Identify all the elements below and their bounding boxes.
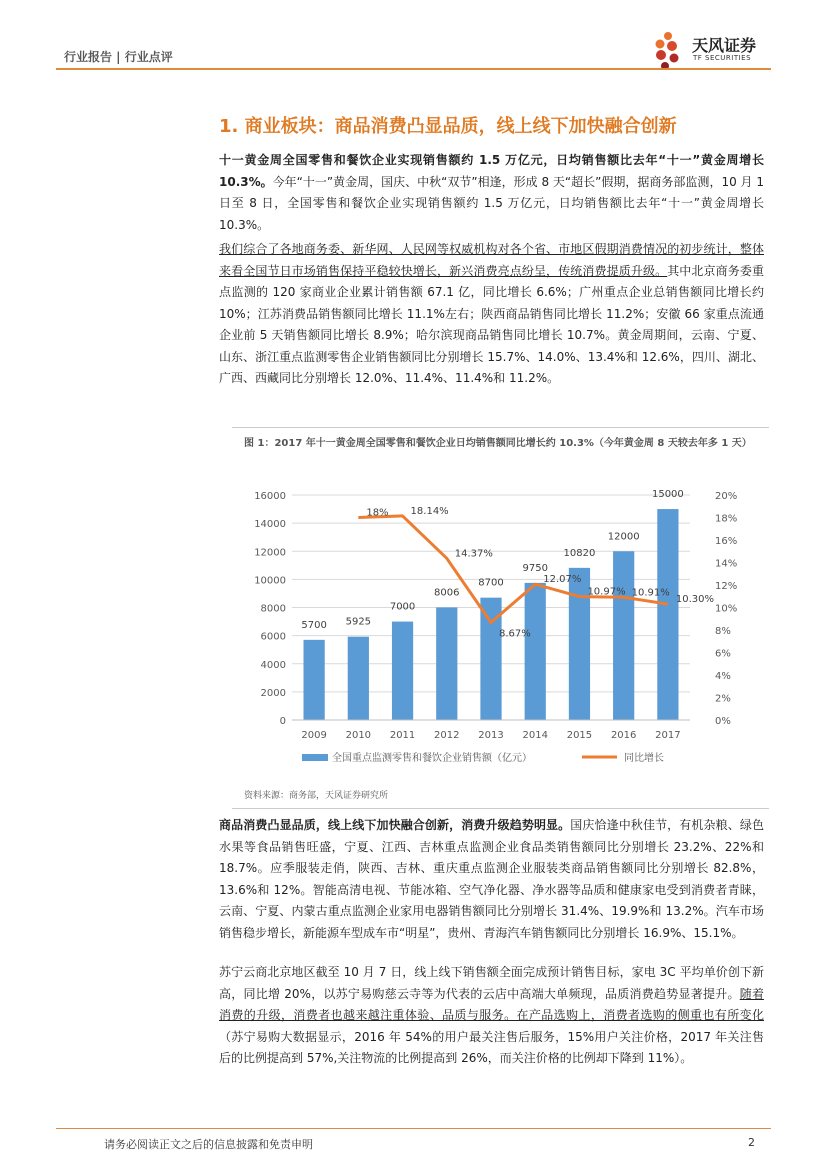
paragraph-1-body: 今年“十一”黄金周，国庆、中秋“双节”相逢，形成 8 天“超长”假期，据商务部监测，10 月 1 日至 8 日，全国零售和餐饮企业实现销售额约 1.5 万亿元，日均销售额比去年“十一”黄金周增长 10.3%。 [219, 174, 764, 232]
logo-dots-icon [652, 30, 690, 72]
y-right-tick-label: 10% [715, 603, 738, 615]
paragraph-2 [219, 239, 764, 390]
bar-data-label: 5700 [301, 619, 327, 631]
paragraph-3-body: 国庆恰逢中秋佳节，有机杂粮、绿色水果等食品销售旺盛，宁夏、江西、吉林重点监测企业食品类销售额同比分别增长 23.2%、22%和 18.7%。应季服装走俏，陕西、吉林、重庆重点监测企业服装类商品销售额同比分别增长 82.8%，13.6%和 12%。智能高清电视、节能冰箱、空气净化器、净水器等品质和健康家电受到消费者青睐，云南、宁夏、内蒙古重点监测企业家用电器销售额同比分别增长 31.4%、19.9%和 13.2%。汽车市场销售稳步增长，新能源车型成车市“明星”，贵州、青海汽车销售额同比分别增长 16.9%、15.1%。 [219, 818, 764, 940]
x-tick-label: 2015 [566, 730, 593, 741]
x-tick-label: 2009 [301, 730, 327, 741]
y-left-tick-label: 0 [279, 716, 286, 727]
growth-data-label: 18% [366, 507, 389, 519]
logo-name: 天风证券 [692, 36, 757, 55]
bar [657, 509, 678, 720]
figure-title: 图 1：2017 年十一黄金周全国零售和餐饮企业日均销售额同比增长约 10.3%（今年黄金周 8 天较去年多 1 天） [244, 438, 752, 449]
growth-data-label: 10.30% [675, 594, 715, 606]
legend-swatch-bars [302, 754, 328, 761]
paragraph-2-body: 其中北京商务委重点监测的 120 家商业企业累计销售额 67.1 亿，同比增长 6.6%；广州重点企业总销售额同比增长约 10%；江苏消费品销售额同比增长 11.1%左右；陕西商品销售同比增长 11.2%；安徽 66 家重点流通企业前 5 天销售额同比增长 8.9%；哈尔滨现商品销售同比增长 10.7%。黄金周期间，云南、宁夏、山东、浙江重点监测零售企业销售额同比分别增长 15.7%、14.0%、13.4%和 12.6%，四川、湖北、广西、西藏同比分别增长 12.0%、11.4%、11.4%和 11.2%。 [219, 263, 764, 385]
x-tick-label: 2010 [345, 730, 372, 741]
x-tick-label: 2016 [610, 730, 637, 741]
growth-data-label: 10.91% [631, 587, 670, 599]
y-right-tick-label: 6% [715, 648, 731, 660]
bar-data-label: 7000 [389, 601, 416, 613]
x-tick-label: 2011 [389, 730, 416, 741]
y-left-tick-label: 6000 [260, 631, 286, 643]
bar [392, 622, 413, 720]
report-category: 行业报告 | 行业点评 [64, 50, 173, 64]
y-right-tick-label: 16% [715, 536, 738, 547]
y-right-tick-label: 12% [715, 581, 738, 592]
bar-data-label: 15000 [651, 489, 684, 501]
paragraph-3 [219, 815, 764, 944]
company-logo [652, 30, 782, 72]
growth-data-label: 10.97% [587, 586, 626, 598]
y-right-tick-label: 14% [715, 558, 738, 570]
logo-subtitle: TF SECURITIES [693, 54, 752, 62]
paragraph-3-lead: 商品消费凸显品质，线上线下加快融合创新，消费升级趋势明显。 [219, 818, 571, 832]
y-left-tick-label: 10000 [254, 575, 286, 587]
bar-data-label: 12000 [607, 531, 640, 543]
header-divider [56, 68, 771, 70]
bar [348, 637, 369, 720]
y-left-tick-label: 12000 [254, 547, 286, 559]
y-left-tick-label: 16000 [254, 491, 286, 502]
x-tick-label: 2012 [434, 730, 460, 741]
bar-data-label: 9750 [522, 562, 548, 574]
growth-data-label: 8.67% [499, 628, 531, 640]
y-right-tick-label: 8% [715, 626, 731, 637]
page-number: 2 [748, 1136, 755, 1149]
bar [303, 640, 324, 720]
bar-data-label: 8006 [434, 587, 460, 599]
bar [525, 583, 546, 720]
paragraph-2-lead: 我们综合了各地商务委、新华网、人民网等权威机构对各个省、市地区假期消费情况的初步统计，整体来看全国节日市场销售保持平稳较快增长，新兴消费亮点纷呈，传统消费提质升级。 [219, 242, 764, 278]
bar-data-label: 8700 [478, 577, 504, 589]
figure-source: 资料来源：商务部，天风证券研究所 [244, 791, 389, 801]
paragraph-4-underlined: 随着消费的升级，消费者也越来越注重体验、品质与服务。在产品选购上，消费者选购的侧重也有所变化 [219, 986, 764, 1022]
x-tick-label: 2014 [522, 730, 548, 741]
bar-data-label: 10820 [563, 547, 596, 559]
paragraph-4 [219, 962, 764, 1070]
y-right-tick-label: 2% [715, 693, 731, 705]
paragraph-4-body-b: （苏宁易购大数据显示，2016 年 54%的用户最关注售后服务，15%用户关注价格，2017 年关注售后的比例提高到 57%,关注物流的比例提高到 26%，而关注价格的比例却下降到 11%）。 [219, 1029, 764, 1065]
footer-divider [56, 1128, 771, 1129]
growth-data-label: 18.14% [410, 505, 449, 517]
x-tick-label: 2013 [478, 730, 504, 741]
y-right-tick-label: 4% [715, 671, 731, 682]
y-right-tick-label: 0% [715, 716, 731, 727]
y-right-tick-label: 20% [715, 491, 738, 502]
y-left-tick-label: 4000 [260, 659, 286, 671]
sales-growth-chart [232, 475, 769, 775]
x-tick-label: 2017 [655, 730, 681, 741]
paragraph-4-body-a: 苏宁云商北京地区截至 10 月 7 日，线上线下销售额全面完成预计销售目标，家电 3C 平均单价创下新高，同比增 20%，以苏宁易购慈云寺等为代表的云店中高端大单频现，品质消费趋势显著提升。 [219, 965, 764, 1001]
y-left-tick-label: 14000 [254, 519, 286, 531]
growth-data-label: 12.07% [543, 574, 582, 586]
paragraph-1 [219, 150, 764, 236]
bar-data-label: 5925 [345, 616, 372, 628]
y-left-tick-label: 8000 [260, 603, 286, 615]
y-left-tick-label: 2000 [260, 687, 286, 699]
paragraph-1-lead: 十一黄金周全国零售和餐饮企业实现销售额约 1.5 万亿元，日均销售额比去年“十一”黄金周增长 10.3%。 [219, 153, 764, 189]
bar [436, 607, 457, 720]
bar [613, 551, 634, 720]
growth-data-label: 14.37% [454, 548, 493, 560]
legend-label-line: 同比增长 [624, 753, 664, 764]
y-right-tick-label: 18% [715, 513, 738, 525]
footer-disclaimer: 请务必阅读正文之后的信息披露和免责申明 [104, 1138, 313, 1151]
legend-label-bars: 全国重点监测零售和餐饮企业销售额（亿元） [332, 753, 532, 764]
section-title: 1. 商业板块：商品消费凸显品质，线上线下加快融合创新 [219, 116, 677, 137]
